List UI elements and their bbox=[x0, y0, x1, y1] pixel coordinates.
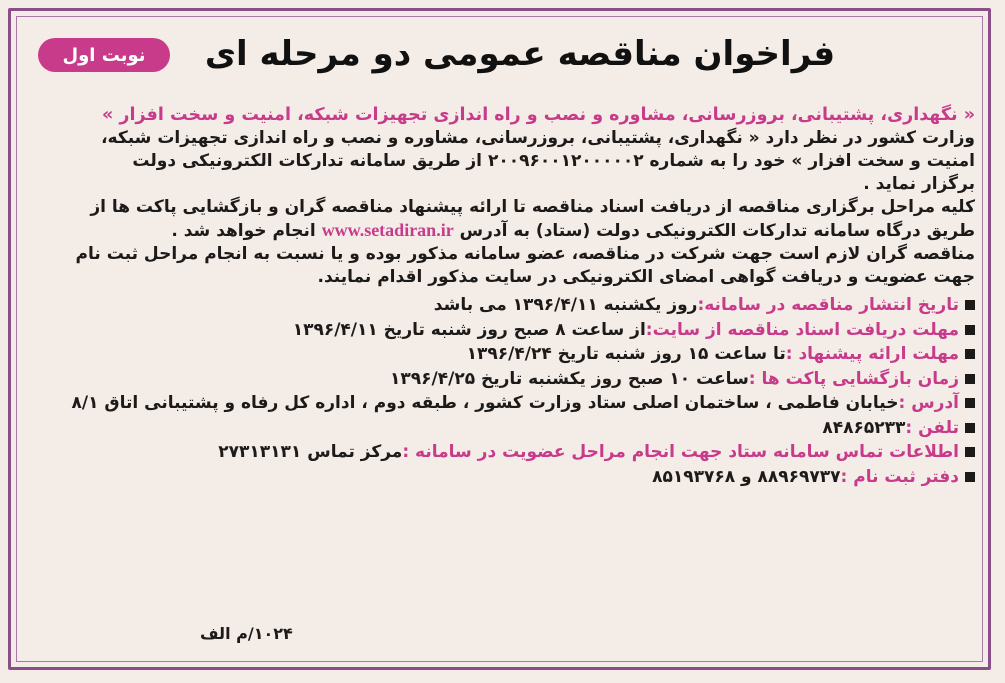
item-label: اطلاعات تماس سامانه ستاد جهت انجام مراحل عضویت در سامانه : bbox=[402, 442, 959, 462]
detail-item-opening-time bbox=[35, 367, 975, 392]
item-label: مهلت دریافت اسناد مناقصه از سایت: bbox=[645, 319, 959, 340]
page-title: فراخوان مناقصه عمومی دو مرحله ای bbox=[204, 34, 836, 74]
body-line: وزارت کشور در نظر دارد « نگهداری، پشتیبانی، بروزرسانی، مشاوره و نصب و راه اندازی تجهیزات شبکه، bbox=[101, 128, 975, 148]
detail-item-address bbox=[35, 391, 975, 416]
body-line: برگزار نماید . bbox=[863, 174, 975, 194]
detail-item-proposal-deadline bbox=[35, 342, 975, 367]
body-text: انجام خواهد شد . bbox=[171, 221, 316, 241]
item-value: تا ساعت ۱۵ روز شنبه تاریخ ۱۳۹۶/۴/۲۴ bbox=[466, 344, 786, 364]
item-value: از ساعت ۸ صبح روز شنبه تاریخ ۱۳۹۶/۴/۱۱ bbox=[292, 319, 646, 340]
bullet-square-icon bbox=[965, 325, 975, 335]
item-value: روز یکشنبه ۱۳۹۶/۴/۱۱ می باشد bbox=[433, 295, 698, 315]
item-label: تاریخ انتشار مناقصه در سامانه: bbox=[697, 295, 959, 315]
item-label: زمان بازگشایی پاکت ها : bbox=[748, 368, 959, 389]
bullet-square-icon bbox=[965, 398, 975, 408]
notice-body bbox=[35, 104, 975, 489]
detail-item-setad-contact bbox=[35, 440, 975, 465]
detail-item-registration-office bbox=[35, 465, 975, 490]
body-line: کلیه مراحل برگزاری مناقصه از دریافت اسناد مناقصه تا ارائه پیشنهاد مناقصه گران و بازگشایی پاکت ها از bbox=[90, 197, 975, 217]
item-label: تلفن : bbox=[905, 417, 959, 438]
website-link[interactable]: www.setadiran.ir bbox=[321, 220, 454, 240]
bullet-square-icon bbox=[965, 374, 975, 384]
subject-line: « نگهداری، پشتیبانی، بروزرسانی، مشاوره و نصب و راه اندازی تجهیزات شبکه، امنیت و سخت افزار » bbox=[102, 105, 975, 125]
item-label: مهلت ارائه پیشنهاد : bbox=[785, 344, 959, 364]
bullet-square-icon bbox=[965, 349, 975, 359]
item-value: ۸۸۹۶۹۷۳۷ و ۸۵۱۹۳۷۶۸ bbox=[652, 466, 841, 487]
bullet-square-icon bbox=[965, 472, 975, 482]
body-line: جهت عضویت و دریافت گواهی امضای الکترونیکی در سایت مذکور اقدام نمایند. bbox=[317, 267, 975, 287]
bullet-square-icon bbox=[965, 447, 975, 457]
item-value: مرکز تماس ۲۷۳۱۳۱۳۱ bbox=[218, 442, 403, 462]
body-line-with-link bbox=[35, 219, 975, 243]
item-value: خیابان فاطمی ، ساختمان اصلی ستاد وزارت کشور ، طبقه دوم ، اداره کل رفاه و پشتیبانی اتاق ۸/۱ bbox=[71, 393, 899, 413]
item-label: دفتر ثبت نام : bbox=[840, 466, 959, 487]
bullet-square-icon bbox=[965, 300, 975, 310]
reference-number: ۱۰۲۴/م الف bbox=[200, 624, 293, 643]
detail-item-phone bbox=[35, 416, 975, 441]
detail-item-publish-date bbox=[35, 293, 975, 318]
item-value: ساعت ۱۰ صبح روز یکشنبه تاریخ ۱۳۹۶/۴/۲۵ bbox=[390, 368, 749, 389]
round-badge: نوبت اول bbox=[38, 38, 170, 72]
detail-item-documents-deadline bbox=[35, 318, 975, 343]
body-line: امنیت و سخت افزار » خود را به شماره ۲۰۰۹۶۰۰۱۲۰۰۰۰۰۲ از طریق سامانه تدارکات الکترونیکی دولت bbox=[132, 151, 975, 171]
bullet-square-icon bbox=[965, 423, 975, 433]
item-label: آدرس : bbox=[898, 393, 959, 413]
body-text: طریق درگاه سامانه تدارکات الکترونیکی دولت (ستاد) به آدرس bbox=[459, 221, 975, 241]
body-line: مناقصه گران لازم است جهت شرکت در مناقصه، عضو سامانه مذکور بوده و یا نسبت به انجام مراحل ثبت نام bbox=[75, 244, 975, 264]
item-value: ۸۴۸۶۵۲۳۳ bbox=[822, 417, 906, 438]
